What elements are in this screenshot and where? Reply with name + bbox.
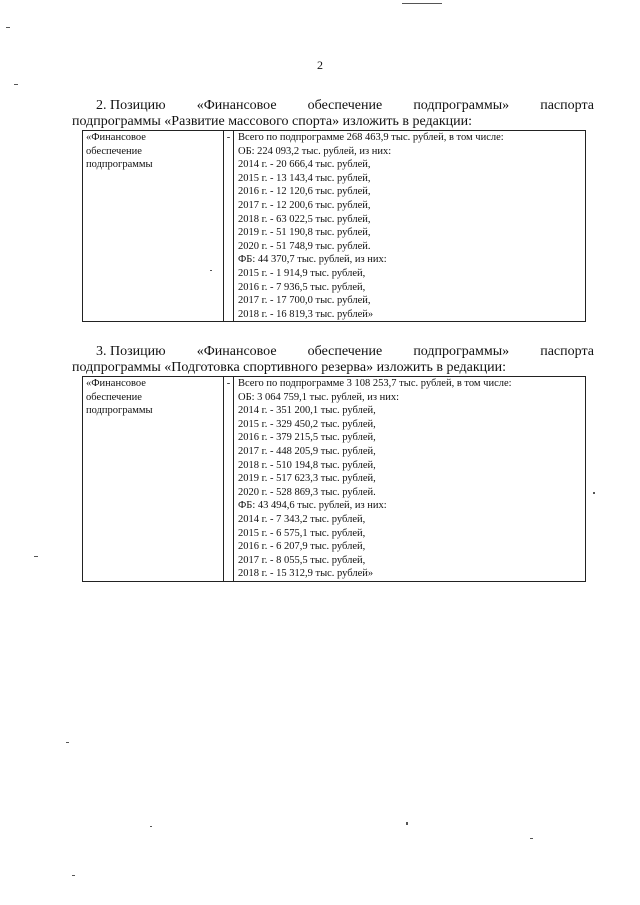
heading-line-2: подпрограммы «Развитие массового спорта» изложить в редакции: xyxy=(72,114,473,129)
detail-line: 2014 г. - 20 666,4 тыс. рублей, xyxy=(238,159,371,171)
label-line: обеспечение xyxy=(86,391,142,403)
scan-artifact xyxy=(530,838,533,839)
scan-artifact xyxy=(66,742,69,743)
section-heading xyxy=(72,344,594,376)
detail-line: ФБ: 43 494,6 тыс. рублей, из них: xyxy=(238,500,387,512)
detail-line: Всего по подпрограмме 3 108 253,7 тыс. рублей, в том числе: xyxy=(238,378,512,389)
detail-line: 2015 г. - 329 450,2 тыс. рублей, xyxy=(238,418,376,430)
page-number: 2 xyxy=(317,58,323,72)
scan-artifact xyxy=(406,822,408,825)
heading-word: обеспечение xyxy=(307,344,383,359)
label-line: «Финансовое xyxy=(86,378,146,389)
detail-line: 2017 г. - 17 700,0 тыс. рублей, xyxy=(238,295,371,307)
detail-line: 2016 г. - 12 120,6 тыс. рублей, xyxy=(238,186,371,198)
detail-line: ОБ: 3 064 759,1 тыс. рублей, из них: xyxy=(238,391,400,403)
detail-line: ФБ: 44 370,7 тыс. рублей, из них: xyxy=(238,254,387,266)
detail-line: 2018 г. - 63 022,5 тыс. рублей, xyxy=(238,213,371,225)
detail-line: 2016 г. - 7 936,5 тыс. рублей, xyxy=(238,281,366,293)
heading-word: паспорта xyxy=(540,98,594,113)
label-line: подпрограммы xyxy=(86,405,153,417)
section-heading xyxy=(72,98,594,130)
label-line: «Финансовое xyxy=(86,132,146,143)
heading-word: подпрограммы» xyxy=(413,98,510,113)
detail-line: 2020 г. - 51 748,9 тыс. рублей. xyxy=(238,240,371,252)
scan-artifact xyxy=(14,84,18,85)
detail-line: 2018 г. - 510 194,8 тыс. рублей, xyxy=(238,459,376,471)
label-line: подпрограммы xyxy=(86,159,153,171)
scan-artifact xyxy=(150,826,152,827)
scan-artifact xyxy=(593,492,595,494)
table-row xyxy=(83,131,586,322)
detail-line: ОБ: 224 093,2 тыс. рублей, из них: xyxy=(238,145,392,157)
scan-artifact xyxy=(34,556,38,557)
details-cell xyxy=(234,377,586,582)
section-2 xyxy=(72,98,594,322)
detail-line: Всего по подпрограмме 268 463,9 тыс. рублей, в том числе: xyxy=(238,132,504,143)
scan-artifact xyxy=(72,875,75,876)
heading-word: «Финансовое xyxy=(196,344,277,359)
heading-line-1 xyxy=(72,98,594,114)
heading-word: 2. Позицию xyxy=(96,98,166,113)
heading-word: подпрограммы» xyxy=(413,344,510,359)
detail-line: 2017 г. - 12 200,6 тыс. рублей, xyxy=(238,199,371,211)
financing-table xyxy=(82,376,586,582)
section-3 xyxy=(72,344,594,582)
detail-line: 2014 г. - 7 343,2 тыс. рублей, xyxy=(238,513,366,525)
heading-line-1 xyxy=(72,344,594,360)
dash-cell: - xyxy=(224,131,234,322)
scan-artifact xyxy=(6,27,10,28)
detail-line: 2015 г. - 13 143,4 тыс. рублей, xyxy=(238,172,371,184)
heading-word: обеспечение xyxy=(307,98,383,113)
heading-line-2: подпрограммы «Подготовка спортивного резерва» изложить в редакции: xyxy=(72,360,507,375)
detail-line: 2017 г. - 448 205,9 тыс. рублей, xyxy=(238,445,376,457)
position-label-cell xyxy=(83,131,224,322)
financing-table xyxy=(82,130,586,322)
detail-line: 2016 г. - 379 215,5 тыс. рублей, xyxy=(238,432,376,444)
heading-word: 3. Позицию xyxy=(96,344,166,359)
detail-line: 2018 г. - 16 819,3 тыс. рублей» xyxy=(238,308,374,320)
detail-line: 2015 г. - 6 575,1 тыс. рублей, xyxy=(238,527,366,539)
heading-word: «Финансовое xyxy=(196,98,277,113)
scan-artifact xyxy=(402,3,442,4)
detail-line: 2016 г. - 6 207,9 тыс. рублей, xyxy=(238,541,366,553)
position-label-cell xyxy=(83,377,224,582)
details-cell xyxy=(234,131,586,322)
dash-cell: - xyxy=(224,377,234,582)
detail-line: 2019 г. - 517 623,3 тыс. рублей, xyxy=(238,473,376,485)
label-line: обеспечение xyxy=(86,145,142,157)
detail-line: 2018 г. - 15 312,9 тыс. рублей» xyxy=(238,568,374,580)
table-row xyxy=(83,377,586,582)
detail-line: 2014 г. - 351 200,1 тыс. рублей, xyxy=(238,405,376,417)
detail-line: 2019 г. - 51 190,8 тыс. рублей, xyxy=(238,227,371,239)
detail-line: 2015 г. - 1 914,9 тыс. рублей, xyxy=(238,267,366,279)
scan-artifact xyxy=(210,270,212,271)
heading-word: паспорта xyxy=(540,344,594,359)
detail-line: 2020 г. - 528 869,3 тыс. рублей. xyxy=(238,486,376,498)
detail-line: 2017 г. - 8 055,5 тыс. рублей, xyxy=(238,554,366,566)
